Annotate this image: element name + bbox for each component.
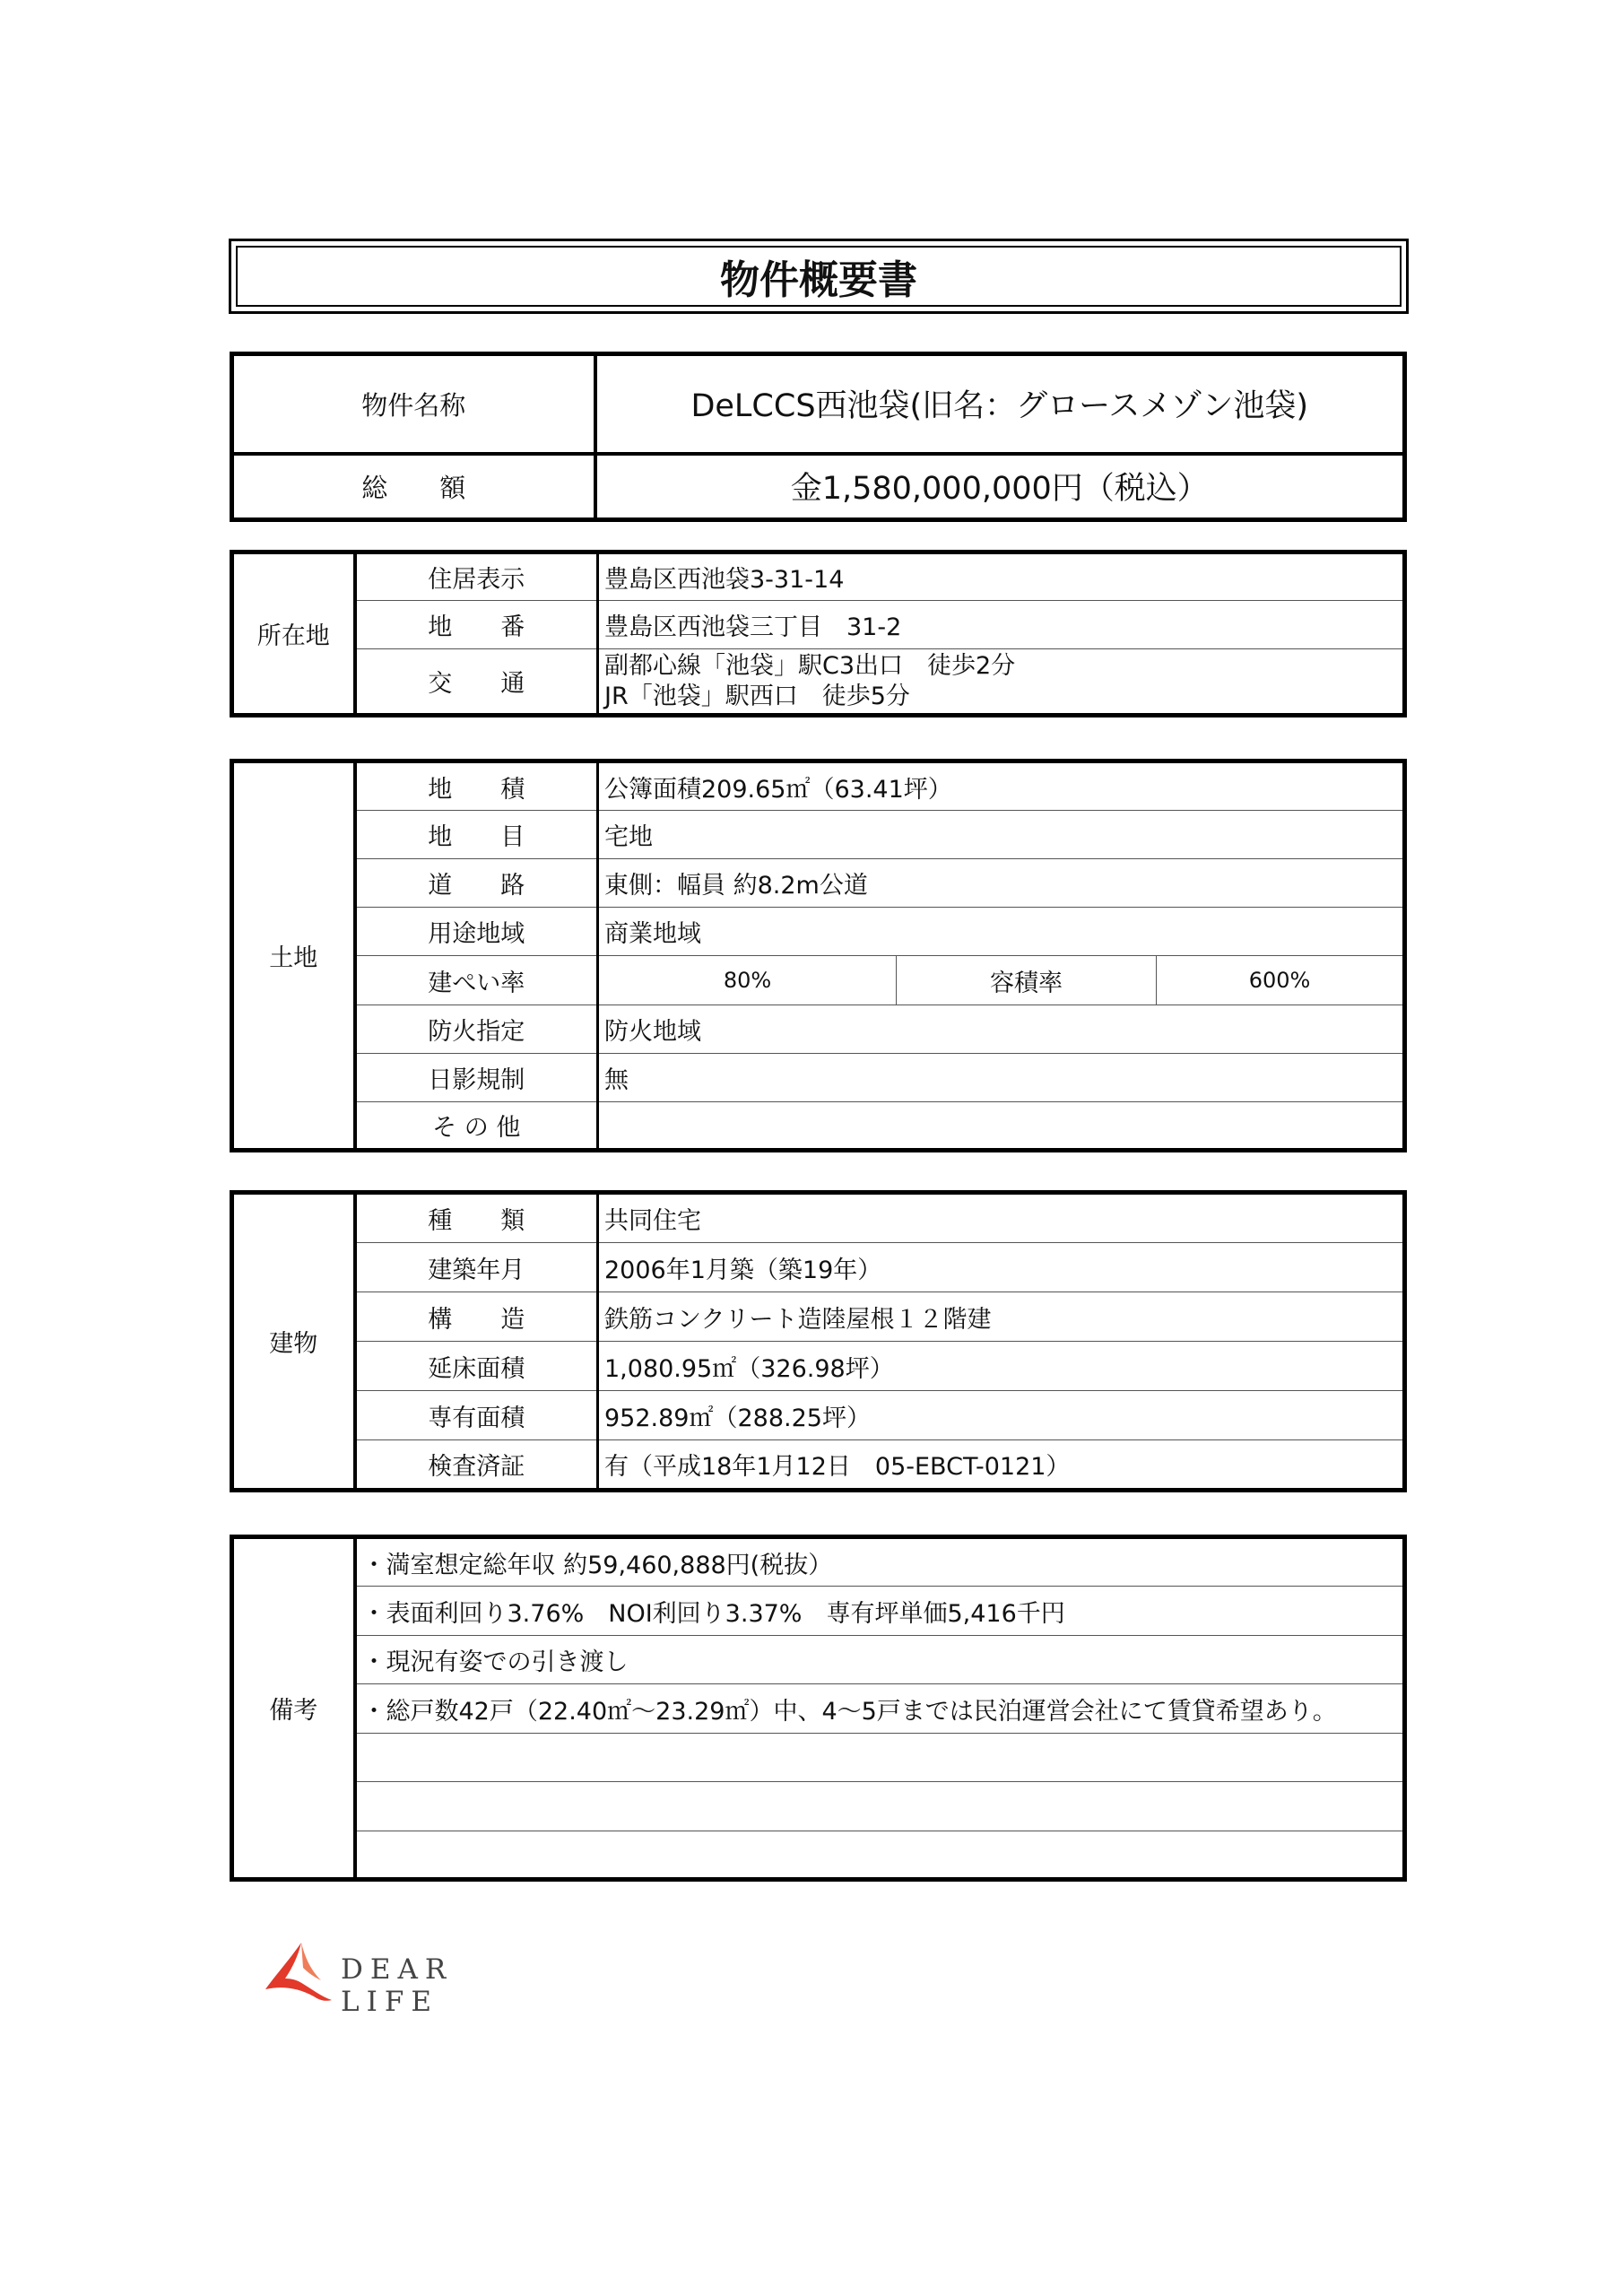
built-date-value: 2006年1月築（築19年）	[598, 1243, 1405, 1292]
property-name-label: 物件名称	[232, 354, 595, 454]
land-other-label: そ の 他	[355, 1102, 598, 1151]
lot-number-label: 地 番	[355, 601, 598, 649]
location-category: 所在地	[232, 552, 355, 716]
document-title-frame	[229, 239, 1409, 314]
property-name-value: DeLCCS西池袋(旧名：グロースメゾン池袋)	[595, 354, 1405, 454]
building-type-label: 種 類	[355, 1193, 598, 1243]
structure-label: 構 造	[355, 1292, 598, 1342]
zoning-label: 用途地域	[355, 908, 598, 956]
fire-zone-label: 防火指定	[355, 1005, 598, 1054]
shadow-regulation-label: 日影規制	[355, 1054, 598, 1102]
exclusive-area-label: 専有面積	[355, 1391, 598, 1440]
address-label: 住居表示	[355, 552, 598, 601]
building-coverage-label: 建ぺい率	[355, 956, 598, 1005]
access-line-1: 副都心線「池袋」駅C3出口 徒歩2分	[604, 651, 1016, 680]
fire-zone-value: 防火地域	[598, 1005, 1405, 1054]
location-table	[230, 550, 1407, 718]
land-area-label: 地 積	[355, 761, 598, 811]
remarks-category: 備考	[232, 1537, 355, 1880]
total-price-label: 総 額	[232, 454, 595, 520]
floor-area-ratio-value: 600%	[1157, 956, 1405, 1005]
shadow-regulation-value: 無	[598, 1054, 1405, 1102]
remark-line	[355, 1782, 1405, 1831]
remark-line: ・総戸数42戸（22.40㎡～23.29㎡）中、4～5戸までは民泊運営会社にて賃貸希望あり。	[355, 1684, 1405, 1734]
access-line-2: JR「池袋」駅西口 徒歩5分	[604, 682, 910, 710]
inspection-certificate-value: 有（平成18年1月12日 05-EBCT-0121）	[598, 1440, 1405, 1491]
remark-line: ・現況有姿での引き渡し	[355, 1636, 1405, 1684]
dear-life-logo-mark	[262, 1937, 343, 2009]
building-type-value: 共同住宅	[598, 1193, 1405, 1243]
land-type-value: 宅地	[598, 811, 1405, 859]
lot-number-value: 豊島区西池袋三丁目 31-2	[598, 601, 1405, 649]
dear-life-logo-text: DEAR LIFE	[341, 1953, 454, 2018]
document-title: 物件概要書	[236, 246, 1402, 307]
property-header-table	[230, 352, 1407, 522]
land-area-value: 公簿面積209.65㎡（63.41坪）	[598, 761, 1405, 811]
building-coverage-value: 80%	[598, 956, 897, 1005]
dear-life-logo	[262, 1937, 549, 2018]
total-price-value: 金1,580,000,000円（税込）	[595, 454, 1405, 520]
total-floor-area-value: 1,080.95㎡（326.98坪）	[598, 1342, 1405, 1391]
remark-line: ・満室想定総年収 約59,460,888円(税抜）	[355, 1537, 1405, 1587]
remark-line: ・表面利回り3.76% NOI利回り3.37% 専有坪単価5,416千円	[355, 1587, 1405, 1636]
exclusive-area-value: 952.89㎡（288.25坪）	[598, 1391, 1405, 1440]
remark-line	[355, 1734, 1405, 1782]
building-table	[230, 1190, 1407, 1492]
address-value: 豊島区西池袋3-31-14	[598, 552, 1405, 601]
inspection-certificate-label: 検査済証	[355, 1440, 598, 1491]
built-date-label: 建築年月	[355, 1243, 598, 1292]
land-table	[230, 759, 1407, 1152]
building-category: 建物	[232, 1193, 355, 1491]
remark-line	[355, 1831, 1405, 1880]
access-label: 交 通	[355, 649, 598, 716]
remarks-table	[230, 1535, 1407, 1882]
road-label: 道 路	[355, 859, 598, 908]
access-value	[598, 649, 1405, 716]
total-floor-area-label: 延床面積	[355, 1342, 598, 1391]
land-other-value	[598, 1102, 1405, 1151]
land-type-label: 地 目	[355, 811, 598, 859]
structure-value: 鉄筋コンクリート造陸屋根１２階建	[598, 1292, 1405, 1342]
floor-area-ratio-label: 容積率	[897, 956, 1157, 1005]
road-value: 東側：幅員 約8.2m公道	[598, 859, 1405, 908]
zoning-value: 商業地域	[598, 908, 1405, 956]
land-category: 土地	[232, 761, 355, 1151]
